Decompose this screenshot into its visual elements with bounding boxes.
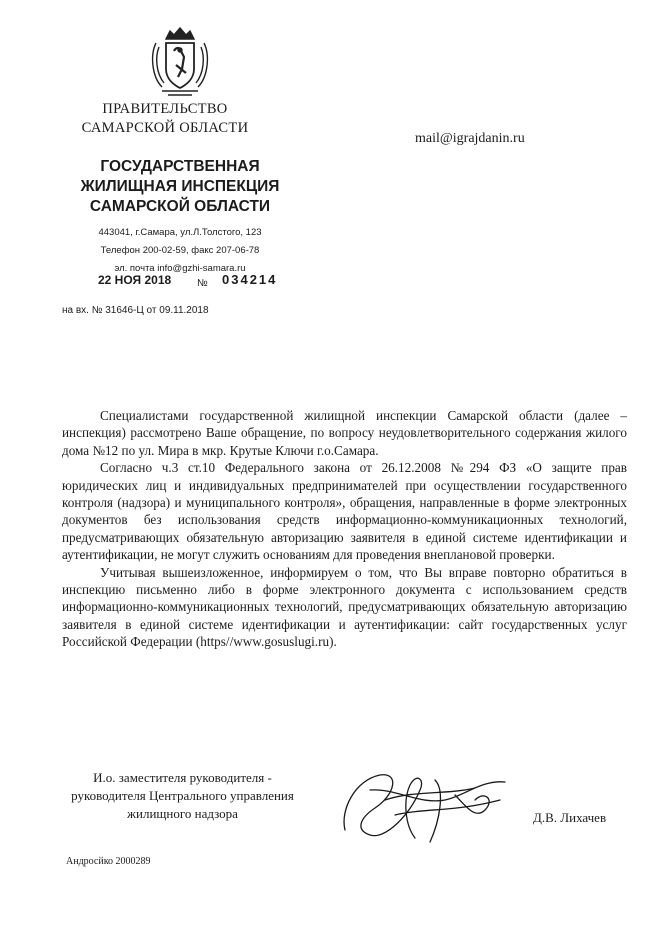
position-line-2: руководителя Центрального управления	[71, 788, 294, 803]
signatory-position	[45, 769, 320, 823]
government-title	[70, 100, 260, 138]
executor-note: Андросйко 2000289	[66, 856, 151, 867]
letter-body	[62, 407, 627, 651]
org-phone: Телефон 200-02-59, факс 207-06-78	[100, 245, 260, 256]
registration-number-label: №	[197, 278, 208, 289]
gov-line-1: ПРАВИТЕЛЬСТВО	[102, 101, 228, 117]
handwritten-signature	[325, 760, 525, 850]
incoming-reference: на вх. № 31646-Ц от 09.11.2018	[62, 305, 209, 316]
contact-block	[80, 224, 280, 278]
recipient-email: mail@igrajdanin.ru	[415, 131, 525, 146]
org-email: эл. почта info@gzhi-samara.ru	[114, 263, 246, 274]
org-line-1: ГОСУДАРСТВЕННАЯ	[100, 158, 260, 175]
registration-date-stamp: 22 НОЯ 2018	[98, 273, 172, 287]
gov-line-2: САМАРСКОЙ ОБЛАСТИ	[81, 120, 249, 136]
org-line-2: ЖИЛИЩНАЯ ИНСПЕКЦИЯ	[80, 178, 280, 195]
position-line-3: жилищного надзора	[127, 806, 238, 821]
registration-number-stamp: 034214	[222, 272, 278, 287]
signatory-name: Д.В. Лихачев	[533, 810, 607, 825]
org-line-3: САМАРСКОЙ ОБЛАСТИ	[89, 198, 271, 215]
org-address: 443041, г.Самара, ул.Л.Толстого, 123	[98, 227, 262, 238]
position-line-1: И.о. заместителя руководителя -	[93, 770, 272, 785]
paragraph-3: Учитывая вышеизложенное, информируем о том, что Вы вправе повторно обратиться в инспекцию письменно либо в форме электронного документа с использованием средств информационно-коммуникационных технологий, предусматривающих обязательную авторизацию заявителя в единой системе идентификации и аутентификации: сайт государственных услуг Российской Федерации (https//www.gosuslugi.ru).	[62, 564, 627, 650]
paragraph-1: Специалистами государственной жилищной инспекции Самарской области (далее – инспекция) рассмотрено Ваше обращение, по вопросу неудовлетворительного содержания жилого дома №12 по ул. Мира в мкр. Крутые Ключи г.о.Самара.	[62, 408, 627, 458]
paragraph-2: Согласно ч.3 ст.10 Федерального закона от 26.12.2008 №294 ФЗ «О защите прав юридических лиц и индивидуальных предпринимателей при осуществлении государственного контроля (надзора) и муниципального контроля», обращения, направленные в форме электронных документов без использования средств информационно-коммуникационных технологий, предусматривающих обязательную авторизацию заявителя в единой системе идентификации и аутентификации, не могут служить основаниям для проведения внеплановой проверки.	[62, 460, 627, 563]
samara-coat-of-arms-icon	[148, 25, 212, 97]
organization-title	[60, 157, 300, 217]
